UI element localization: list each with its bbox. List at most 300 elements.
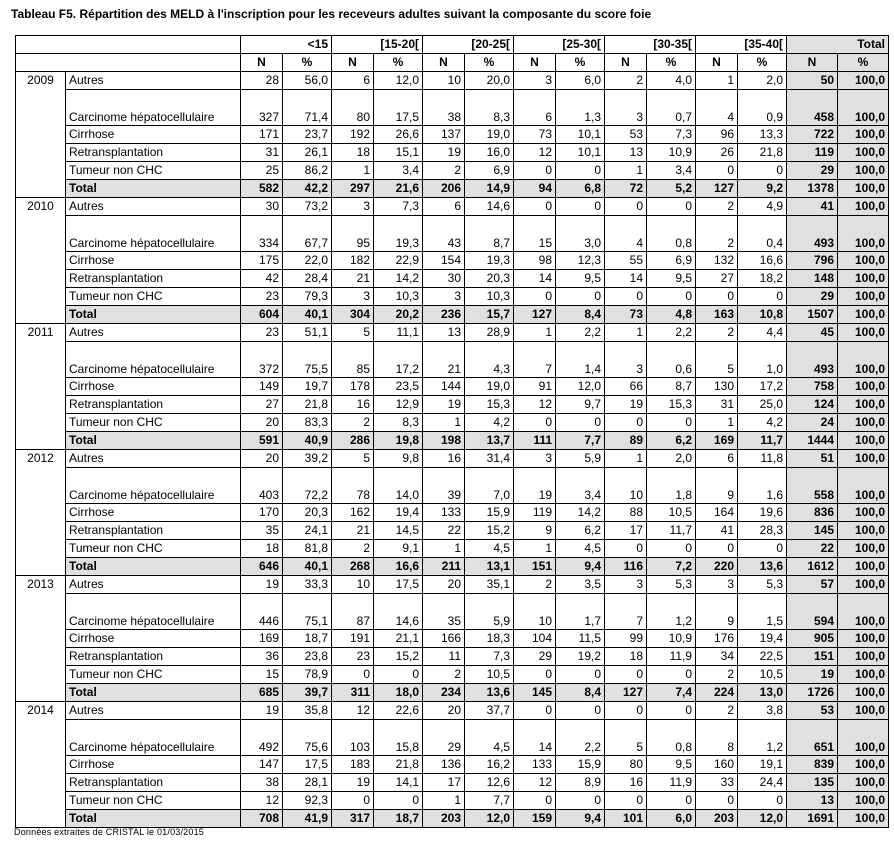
percent-cell: 100,0 <box>838 432 889 450</box>
count-cell: 29 <box>514 648 556 666</box>
count-cell: 372 <box>241 342 283 378</box>
table-row <box>16 756 889 774</box>
percent-cell: 18,2 <box>738 270 787 288</box>
count-cell: 29 <box>787 288 838 306</box>
percent-cell: 22,0 <box>283 252 332 270</box>
percent-cell: 13,1 <box>465 558 514 576</box>
percent-cell: 78,9 <box>283 666 332 684</box>
count-cell: 16 <box>605 774 647 792</box>
percent-cell: 10,5 <box>647 504 696 522</box>
count-cell: 163 <box>696 306 738 324</box>
percent-cell: 15,7 <box>465 306 514 324</box>
percent-cell: 100,0 <box>838 756 889 774</box>
count-cell: 3 <box>605 576 647 594</box>
header-subcolumns-row <box>16 54 889 72</box>
count-cell: 151 <box>514 558 556 576</box>
count-cell: 3 <box>696 576 738 594</box>
count-cell: 50 <box>787 72 838 90</box>
table-body <box>16 36 889 828</box>
count-cell: 3 <box>605 90 647 126</box>
percent-cell: 19,0 <box>465 378 514 396</box>
percent-cell: 6,0 <box>556 72 605 90</box>
percent-cell: 25,0 <box>738 396 787 414</box>
percent-cell: 2,2 <box>647 324 696 342</box>
percent-cell: 6,9 <box>647 252 696 270</box>
table-row <box>16 468 889 504</box>
group-header: [25-30[ <box>514 36 605 54</box>
percent-cell: 51,1 <box>283 324 332 342</box>
percent-cell: 5,2 <box>647 180 696 198</box>
category-cell: Cirrhose <box>66 126 241 144</box>
count-cell: 582 <box>241 180 283 198</box>
percent-cell: 14,1 <box>374 774 423 792</box>
category-cell: Cirrhose <box>66 252 241 270</box>
percent-cell: 100,0 <box>838 504 889 522</box>
count-cell: 286 <box>332 432 374 450</box>
percent-cell: 21,8 <box>738 144 787 162</box>
category-cell: Retransplantation <box>66 774 241 792</box>
percent-cell: 100,0 <box>838 342 889 378</box>
count-cell: 30 <box>241 198 283 216</box>
percent-cell: 12,3 <box>556 252 605 270</box>
percent-cell: 40,1 <box>283 306 332 324</box>
percent-cell: 3,4 <box>556 468 605 504</box>
percent-cell: 28,9 <box>465 324 514 342</box>
percent-cell: 15,3 <box>465 396 514 414</box>
count-cell: 66 <box>605 378 647 396</box>
percent-cell: 15,1 <box>374 144 423 162</box>
count-header: N <box>696 54 738 72</box>
percent-cell: 19,4 <box>738 630 787 648</box>
count-cell: 0 <box>696 792 738 810</box>
percent-cell: 100,0 <box>838 72 889 90</box>
percent-cell: 15,2 <box>374 648 423 666</box>
count-cell: 10 <box>423 72 465 90</box>
count-cell: 5 <box>696 342 738 378</box>
count-cell: 164 <box>696 504 738 522</box>
percent-cell: 72,2 <box>283 468 332 504</box>
category-cell: Tumeur non CHC <box>66 792 241 810</box>
percent-cell: 4,8 <box>647 306 696 324</box>
percent-cell: 26,1 <box>283 144 332 162</box>
count-cell: 51 <box>787 450 838 468</box>
percent-cell: 14,2 <box>556 504 605 522</box>
category-cell: Carcinome hépatocellulaire <box>66 342 241 378</box>
count-cell: 85 <box>332 342 374 378</box>
category-cell: Total <box>66 810 241 828</box>
percent-cell: 17,5 <box>283 756 332 774</box>
count-cell: 334 <box>241 216 283 252</box>
percent-cell: 10,3 <box>374 288 423 306</box>
percent-cell: 1,7 <box>556 594 605 630</box>
count-cell: 31 <box>241 144 283 162</box>
group-header: [20-25[ <box>423 36 514 54</box>
percent-cell: 6,9 <box>465 162 514 180</box>
category-cell: Autres <box>66 702 241 720</box>
percent-cell: 100,0 <box>838 216 889 252</box>
count-cell: 236 <box>423 306 465 324</box>
count-cell: 0 <box>514 414 556 432</box>
table-row <box>16 774 889 792</box>
percent-cell: 20,2 <box>374 306 423 324</box>
count-cell: 99 <box>605 630 647 648</box>
count-header: N <box>605 54 647 72</box>
percent-cell: 0 <box>647 288 696 306</box>
percent-cell: 28,1 <box>283 774 332 792</box>
percent-cell: 15,3 <box>647 396 696 414</box>
percent-cell: 23,8 <box>283 648 332 666</box>
category-cell: Retransplantation <box>66 270 241 288</box>
table-row <box>16 324 889 342</box>
percent-cell: 75,6 <box>283 720 332 756</box>
count-cell: 88 <box>605 504 647 522</box>
group-header: <15 <box>241 36 332 54</box>
count-cell: 19 <box>241 576 283 594</box>
count-cell: 3 <box>423 288 465 306</box>
category-cell: Retransplantation <box>66 522 241 540</box>
count-cell: 94 <box>514 180 556 198</box>
count-header: N <box>514 54 556 72</box>
count-cell: 144 <box>423 378 465 396</box>
count-cell: 21 <box>423 342 465 378</box>
count-cell: 135 <box>787 774 838 792</box>
count-cell: 182 <box>332 252 374 270</box>
percent-cell: 12,0 <box>556 378 605 396</box>
count-cell: 0 <box>605 666 647 684</box>
year-cell: 2009 <box>16 72 66 198</box>
table-row <box>16 450 889 468</box>
count-cell: 29 <box>787 162 838 180</box>
count-cell: 12 <box>514 396 556 414</box>
table-row <box>16 648 889 666</box>
count-cell: 10 <box>514 594 556 630</box>
percent-cell: 10,1 <box>556 144 605 162</box>
count-cell: 317 <box>332 810 374 828</box>
count-cell: 1726 <box>787 684 838 702</box>
count-cell: 72 <box>605 180 647 198</box>
percent-cell: 28,4 <box>283 270 332 288</box>
table-row <box>16 594 889 630</box>
table-row <box>16 288 889 306</box>
table-row <box>16 666 889 684</box>
count-cell: 796 <box>787 252 838 270</box>
count-cell: 0 <box>696 288 738 306</box>
percent-cell: 4,5 <box>465 540 514 558</box>
count-cell: 2 <box>696 666 738 684</box>
count-cell: 78 <box>332 468 374 504</box>
count-cell: 27 <box>696 270 738 288</box>
count-cell: 1444 <box>787 432 838 450</box>
percent-cell: 37,7 <box>465 702 514 720</box>
count-cell: 91 <box>514 378 556 396</box>
percent-cell: 0 <box>647 702 696 720</box>
percent-cell: 13,6 <box>738 558 787 576</box>
count-cell: 145 <box>787 522 838 540</box>
count-cell: 2 <box>332 414 374 432</box>
table-row <box>16 630 889 648</box>
count-cell: 6 <box>332 72 374 90</box>
count-cell: 1 <box>423 792 465 810</box>
count-cell: 23 <box>332 648 374 666</box>
count-cell: 14 <box>605 270 647 288</box>
percent-cell: 79,3 <box>283 288 332 306</box>
percent-cell: 0,7 <box>647 90 696 126</box>
count-cell: 55 <box>605 252 647 270</box>
percent-cell: 7,2 <box>647 558 696 576</box>
percent-header: % <box>374 54 423 72</box>
count-cell: 19 <box>332 774 374 792</box>
percent-cell: 0 <box>647 414 696 432</box>
percent-cell: 28,3 <box>738 522 787 540</box>
percent-cell: 100,0 <box>838 180 889 198</box>
percent-cell: 100,0 <box>838 414 889 432</box>
year-total-row <box>16 306 889 324</box>
percent-cell: 19,8 <box>374 432 423 450</box>
percent-header: % <box>647 54 696 72</box>
percent-cell: 4,3 <box>465 342 514 378</box>
count-cell: 2 <box>696 198 738 216</box>
count-cell: 2 <box>514 576 556 594</box>
percent-cell: 100,0 <box>838 774 889 792</box>
count-cell: 10 <box>332 576 374 594</box>
count-cell: 87 <box>332 594 374 630</box>
count-cell: 0 <box>514 792 556 810</box>
count-cell: 151 <box>787 648 838 666</box>
count-cell: 4 <box>696 90 738 126</box>
percent-cell: 21,6 <box>374 180 423 198</box>
count-cell: 170 <box>241 504 283 522</box>
percent-cell: 100,0 <box>838 702 889 720</box>
percent-cell: 39,2 <box>283 450 332 468</box>
count-cell: 0 <box>696 540 738 558</box>
table-row <box>16 792 889 810</box>
percent-cell: 15,8 <box>374 720 423 756</box>
percent-cell: 1,8 <box>647 468 696 504</box>
count-cell: 98 <box>514 252 556 270</box>
category-cell: Total <box>66 180 241 198</box>
count-cell: 2 <box>332 540 374 558</box>
count-cell: 137 <box>423 126 465 144</box>
year-cell: 2011 <box>16 324 66 450</box>
percent-cell: 24,4 <box>738 774 787 792</box>
percent-cell: 20,0 <box>465 72 514 90</box>
category-cell: Carcinome hépatocellulaire <box>66 216 241 252</box>
count-cell: 685 <box>241 684 283 702</box>
percent-cell: 41,9 <box>283 810 332 828</box>
percent-cell: 22,5 <box>738 648 787 666</box>
percent-cell: 8,4 <box>556 684 605 702</box>
percent-cell: 75,5 <box>283 342 332 378</box>
percent-cell: 100,0 <box>838 792 889 810</box>
count-cell: 95 <box>332 216 374 252</box>
count-cell: 708 <box>241 810 283 828</box>
count-cell: 12 <box>514 774 556 792</box>
table-caption <box>11 7 651 21</box>
table-row <box>16 252 889 270</box>
percent-cell: 20,3 <box>465 270 514 288</box>
percent-cell: 100,0 <box>838 144 889 162</box>
count-cell: 132 <box>696 252 738 270</box>
percent-cell: 0,8 <box>647 720 696 756</box>
count-cell: 458 <box>787 90 838 126</box>
percent-cell: 0,4 <box>738 216 787 252</box>
percent-cell: 31,4 <box>465 450 514 468</box>
count-cell: 104 <box>514 630 556 648</box>
percent-cell: 100,0 <box>838 684 889 702</box>
count-cell: 304 <box>332 306 374 324</box>
count-cell: 0 <box>514 288 556 306</box>
count-cell: 34 <box>696 648 738 666</box>
percent-cell: 10,5 <box>465 666 514 684</box>
count-cell: 11 <box>423 648 465 666</box>
percent-cell: 0 <box>556 198 605 216</box>
count-cell: 169 <box>696 432 738 450</box>
percent-cell: 0 <box>738 792 787 810</box>
percent-cell: 6,8 <box>556 180 605 198</box>
percent-cell: 18,7 <box>283 630 332 648</box>
count-cell: 15 <box>241 666 283 684</box>
count-cell: 3 <box>332 198 374 216</box>
count-cell: 0 <box>605 198 647 216</box>
count-cell: 19 <box>605 396 647 414</box>
percent-cell: 22,9 <box>374 252 423 270</box>
count-cell: 38 <box>423 90 465 126</box>
count-cell: 4 <box>605 216 647 252</box>
percent-cell: 81,8 <box>283 540 332 558</box>
count-cell: 119 <box>514 504 556 522</box>
percent-cell: 4,4 <box>738 324 787 342</box>
count-cell: 149 <box>241 378 283 396</box>
percent-cell: 4,2 <box>738 414 787 432</box>
year-cell: 2012 <box>16 450 66 576</box>
percent-cell: 4,2 <box>465 414 514 432</box>
percent-cell: 5,3 <box>647 576 696 594</box>
percent-cell: 16,6 <box>738 252 787 270</box>
count-cell: 166 <box>423 630 465 648</box>
percent-cell: 19,2 <box>556 648 605 666</box>
percent-cell: 40,1 <box>283 558 332 576</box>
percent-cell: 16,0 <box>465 144 514 162</box>
count-cell: 1 <box>332 162 374 180</box>
count-cell: 171 <box>241 126 283 144</box>
percent-cell: 100,0 <box>838 270 889 288</box>
count-cell: 493 <box>787 216 838 252</box>
count-cell: 0 <box>605 702 647 720</box>
count-cell: 130 <box>696 378 738 396</box>
percent-cell: 40,9 <box>283 432 332 450</box>
count-cell: 53 <box>605 126 647 144</box>
percent-cell: 19,3 <box>465 252 514 270</box>
count-cell: 20 <box>423 702 465 720</box>
count-header: N <box>787 54 838 72</box>
count-cell: 178 <box>332 378 374 396</box>
group-header: [30-35[ <box>605 36 696 54</box>
percent-cell: 9,1 <box>374 540 423 558</box>
table-row <box>16 144 889 162</box>
count-cell: 13 <box>423 324 465 342</box>
count-cell: 0 <box>332 792 374 810</box>
count-cell: 1507 <box>787 306 838 324</box>
count-cell: 297 <box>332 180 374 198</box>
count-cell: 492 <box>241 720 283 756</box>
count-cell: 18 <box>241 540 283 558</box>
category-cell: Cirrhose <box>66 756 241 774</box>
count-cell: 20 <box>423 576 465 594</box>
count-cell: 119 <box>787 144 838 162</box>
percent-cell: 11,1 <box>374 324 423 342</box>
count-cell: 18 <box>605 648 647 666</box>
percent-cell: 100,0 <box>838 576 889 594</box>
count-cell: 35 <box>423 594 465 630</box>
count-cell: 311 <box>332 684 374 702</box>
percent-cell: 6,2 <box>556 522 605 540</box>
percent-cell: 21,8 <box>283 396 332 414</box>
percent-cell: 20,3 <box>283 504 332 522</box>
percent-cell: 9,2 <box>738 180 787 198</box>
count-cell: 9 <box>696 468 738 504</box>
percent-cell: 19,6 <box>738 504 787 522</box>
percent-cell: 19,4 <box>374 504 423 522</box>
percent-cell: 100,0 <box>838 594 889 630</box>
percent-cell: 14,9 <box>465 180 514 198</box>
percent-cell: 1,3 <box>556 90 605 126</box>
header-blank-cell <box>16 54 241 72</box>
count-cell: 101 <box>605 810 647 828</box>
percent-cell: 13,3 <box>738 126 787 144</box>
percent-cell: 7,0 <box>465 468 514 504</box>
percent-cell: 0 <box>647 792 696 810</box>
count-cell: 9 <box>696 594 738 630</box>
percent-cell: 92,3 <box>283 792 332 810</box>
count-cell: 198 <box>423 432 465 450</box>
count-cell: 16 <box>332 396 374 414</box>
percent-cell: 5,9 <box>465 594 514 630</box>
count-cell: 25 <box>241 162 283 180</box>
count-cell: 21 <box>332 270 374 288</box>
percent-cell: 75,1 <box>283 594 332 630</box>
count-cell: 45 <box>787 324 838 342</box>
percent-cell: 7,3 <box>465 648 514 666</box>
percent-cell: 16,6 <box>374 558 423 576</box>
percent-cell: 12,0 <box>374 72 423 90</box>
percent-cell: 19,0 <box>465 126 514 144</box>
count-cell: 33 <box>696 774 738 792</box>
percent-cell: 100,0 <box>838 288 889 306</box>
percent-cell: 3,4 <box>374 162 423 180</box>
count-cell: 23 <box>241 324 283 342</box>
count-cell: 80 <box>605 756 647 774</box>
count-cell: 20 <box>241 450 283 468</box>
category-cell: Autres <box>66 72 241 90</box>
count-cell: 6 <box>514 90 556 126</box>
percent-cell: 0 <box>556 666 605 684</box>
count-cell: 905 <box>787 630 838 648</box>
count-cell: 0 <box>696 162 738 180</box>
percent-cell: 21,1 <box>374 630 423 648</box>
percent-cell: 12,0 <box>738 810 787 828</box>
category-cell: Tumeur non CHC <box>66 540 241 558</box>
table-row <box>16 162 889 180</box>
percent-cell: 35,8 <box>283 702 332 720</box>
percent-cell: 0 <box>647 540 696 558</box>
count-cell: 0 <box>605 792 647 810</box>
count-cell: 3 <box>332 288 374 306</box>
percent-cell: 100,0 <box>838 396 889 414</box>
percent-cell: 1,4 <box>556 342 605 378</box>
count-cell: 0 <box>605 288 647 306</box>
group-header: [35-40[ <box>696 36 787 54</box>
percent-cell: 100,0 <box>838 630 889 648</box>
